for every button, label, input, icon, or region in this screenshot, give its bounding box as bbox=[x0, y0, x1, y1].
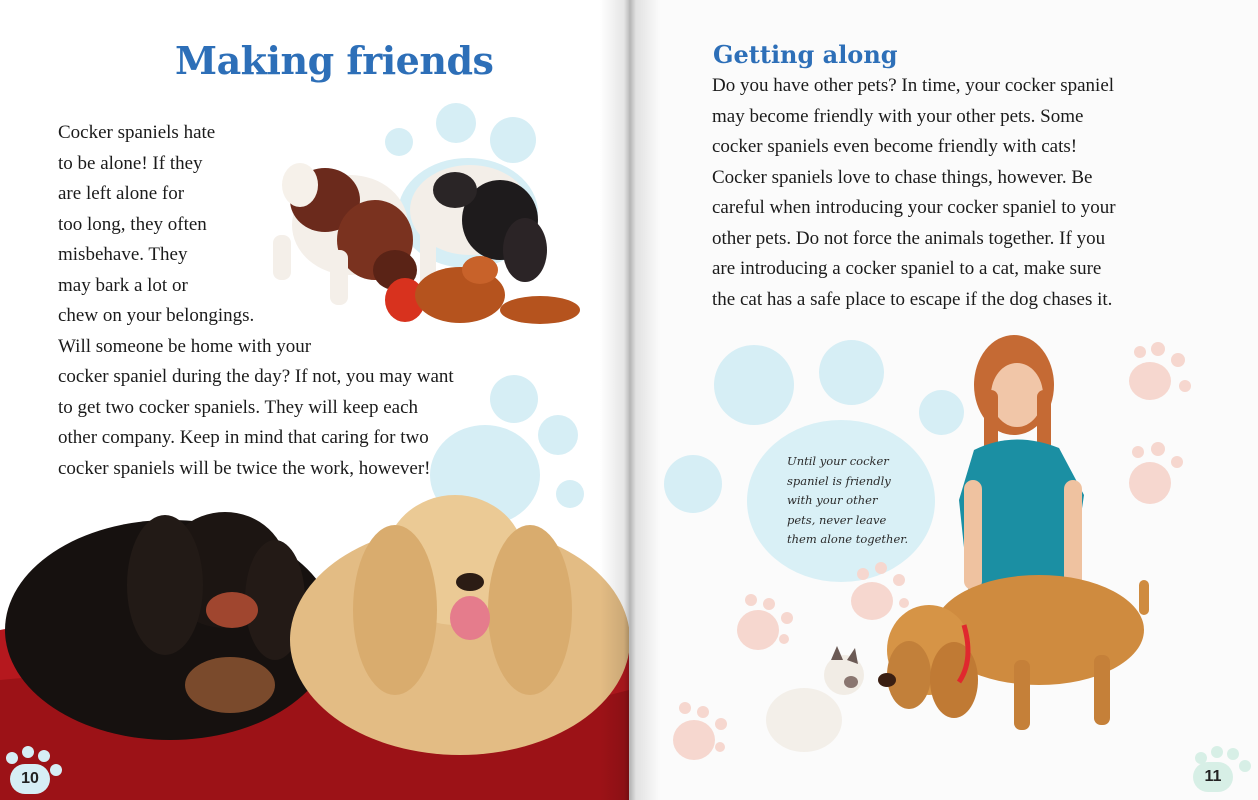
bubble-decoration bbox=[538, 415, 578, 455]
paw-toe-decoration bbox=[1227, 748, 1239, 760]
caption-line: Until your cocker bbox=[787, 454, 889, 468]
paw-toe-decoration bbox=[22, 746, 34, 758]
paw-toe-decoration bbox=[6, 752, 18, 764]
paw-toe-decoration bbox=[1239, 760, 1251, 772]
right-body-text bbox=[712, 71, 1116, 315]
paw-toe-decoration bbox=[38, 750, 50, 762]
girl-dog-kitten-photo bbox=[759, 330, 1179, 760]
section-subtitle: Getting along bbox=[713, 40, 898, 69]
body-line: to be alone! If they bbox=[58, 152, 203, 174]
adult-dogs-photo bbox=[0, 490, 629, 800]
paw-toe-decoration bbox=[50, 764, 62, 776]
paw-decoration bbox=[673, 720, 715, 760]
body-line: cocker spaniels will be twice the work, however! bbox=[58, 457, 431, 479]
body-line: cocker spaniels even become friendly with cats! bbox=[712, 136, 1078, 157]
body-line: chew on your belongings. bbox=[58, 305, 255, 326]
body-line: careful when introducing your cocker spaniel to your bbox=[712, 197, 1116, 218]
puppies-photo bbox=[255, 130, 585, 340]
body-line: Will someone be home with your bbox=[58, 335, 312, 357]
body-line: to get two cocker spaniels. They will keep each bbox=[58, 396, 418, 418]
paw-decoration bbox=[679, 702, 691, 714]
page-number: 10 bbox=[10, 764, 50, 794]
caption-line: pets, never leave bbox=[787, 512, 887, 527]
body-line: cocker spaniel during the day? If not, you may want bbox=[58, 366, 454, 387]
body-line: other company. Keep in mind that caring for two bbox=[58, 427, 429, 448]
body-line: may bark a lot or bbox=[58, 274, 188, 296]
body-line: misbehave. They bbox=[58, 244, 188, 265]
page-number: 11 bbox=[1193, 762, 1233, 792]
paw-decoration bbox=[697, 706, 709, 718]
paw-decoration bbox=[715, 718, 727, 730]
right-page bbox=[629, 0, 1258, 800]
body-line: the cat has a safe place to escape if the dog chases it. bbox=[712, 288, 1113, 310]
caption-line: with your other bbox=[787, 493, 878, 507]
paw-toe-decoration bbox=[1211, 746, 1223, 758]
caption-line: spaniel is friendly bbox=[787, 473, 891, 488]
paw-decoration bbox=[1179, 380, 1191, 392]
page-title: Making friends bbox=[175, 38, 494, 83]
paw-decoration bbox=[715, 742, 725, 752]
body-line: Cocker spaniels hate bbox=[58, 122, 216, 143]
body-line: other pets. Do not force the animals together. If you bbox=[712, 227, 1106, 249]
bubble-decoration bbox=[664, 455, 722, 513]
body-line: Do you have other pets? In time, your cocker spaniel bbox=[712, 75, 1115, 96]
body-line: Cocker spaniels love to chase things, however. Be bbox=[712, 166, 1093, 188]
body-line: are left alone for bbox=[58, 183, 185, 204]
body-line: may become friendly with your other pets. Some bbox=[712, 105, 1084, 127]
paw-decoration bbox=[745, 594, 757, 606]
body-line: too long, they often bbox=[58, 213, 207, 235]
body-line: are introducing a cocker spaniel to a cat, make sure bbox=[712, 258, 1102, 279]
bubble-decoration bbox=[490, 375, 538, 423]
caption-line: them alone together. bbox=[787, 532, 909, 546]
